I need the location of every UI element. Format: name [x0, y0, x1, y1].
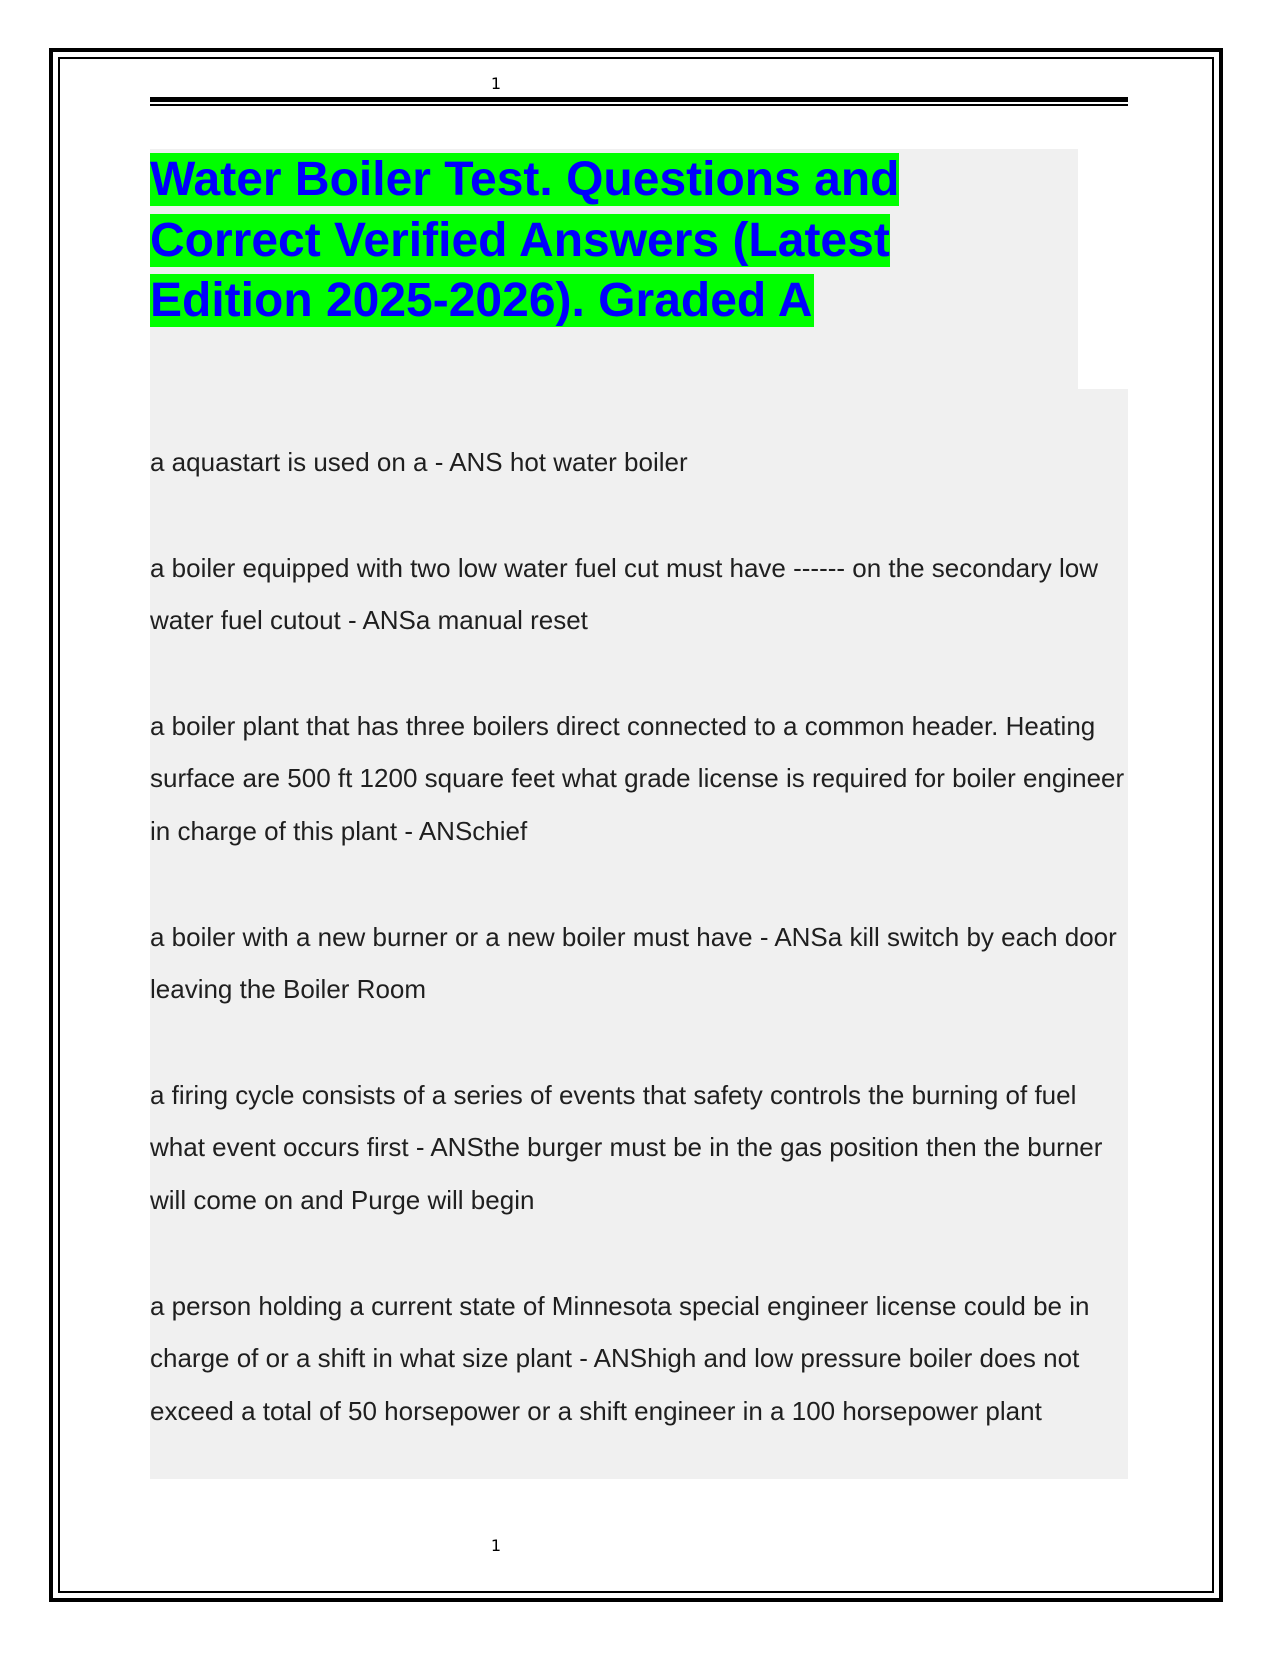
qa-item: a person holding a current state of Minnesota special engineer license could be in charge of or a shift in what size plant - ANShigh and low pressure boiler does not exceed a total of 50 horsepower or a shift engineer in a 100 horsepower plant [150, 1290, 1090, 1426]
header-rule-thin [150, 104, 1128, 106]
header-page-number: 1 [490, 74, 502, 93]
document-title-text: Water Boiler Test. Questions and Correct Verified Answers (Latest Edition 2025-2026). Graded A [150, 153, 900, 327]
qa-item: a firing cycle consists of a series of events that safety controls the burning of fuel what event occurs first - ANSthe burger must be in the gas position then the burner will come on and Purge will begin [150, 1079, 1103, 1215]
qa-item: a aquastart is used on a - ANS hot water boiler [150, 447, 688, 477]
qa-item: a boiler equipped with two low water fuel cut must have ------ on the secondary low water fuel cutout - ANSa manual reset [150, 552, 1098, 636]
qa-list [150, 436, 1130, 1490]
qa-item: a boiler plant that has three boilers direct connected to a common header. Heating surface are 500 ft 1200 square feet what grade license is required for boiler engineer in charge of this plant - ANSchief [150, 710, 1125, 846]
qa-item: a boiler with a new burner or a new boiler must have - ANSa kill switch by each door leaving the Boiler Room [150, 921, 1117, 1005]
document-title [150, 150, 1010, 332]
footer-page-number: 1 [490, 1536, 502, 1555]
header-rule [150, 97, 1128, 102]
